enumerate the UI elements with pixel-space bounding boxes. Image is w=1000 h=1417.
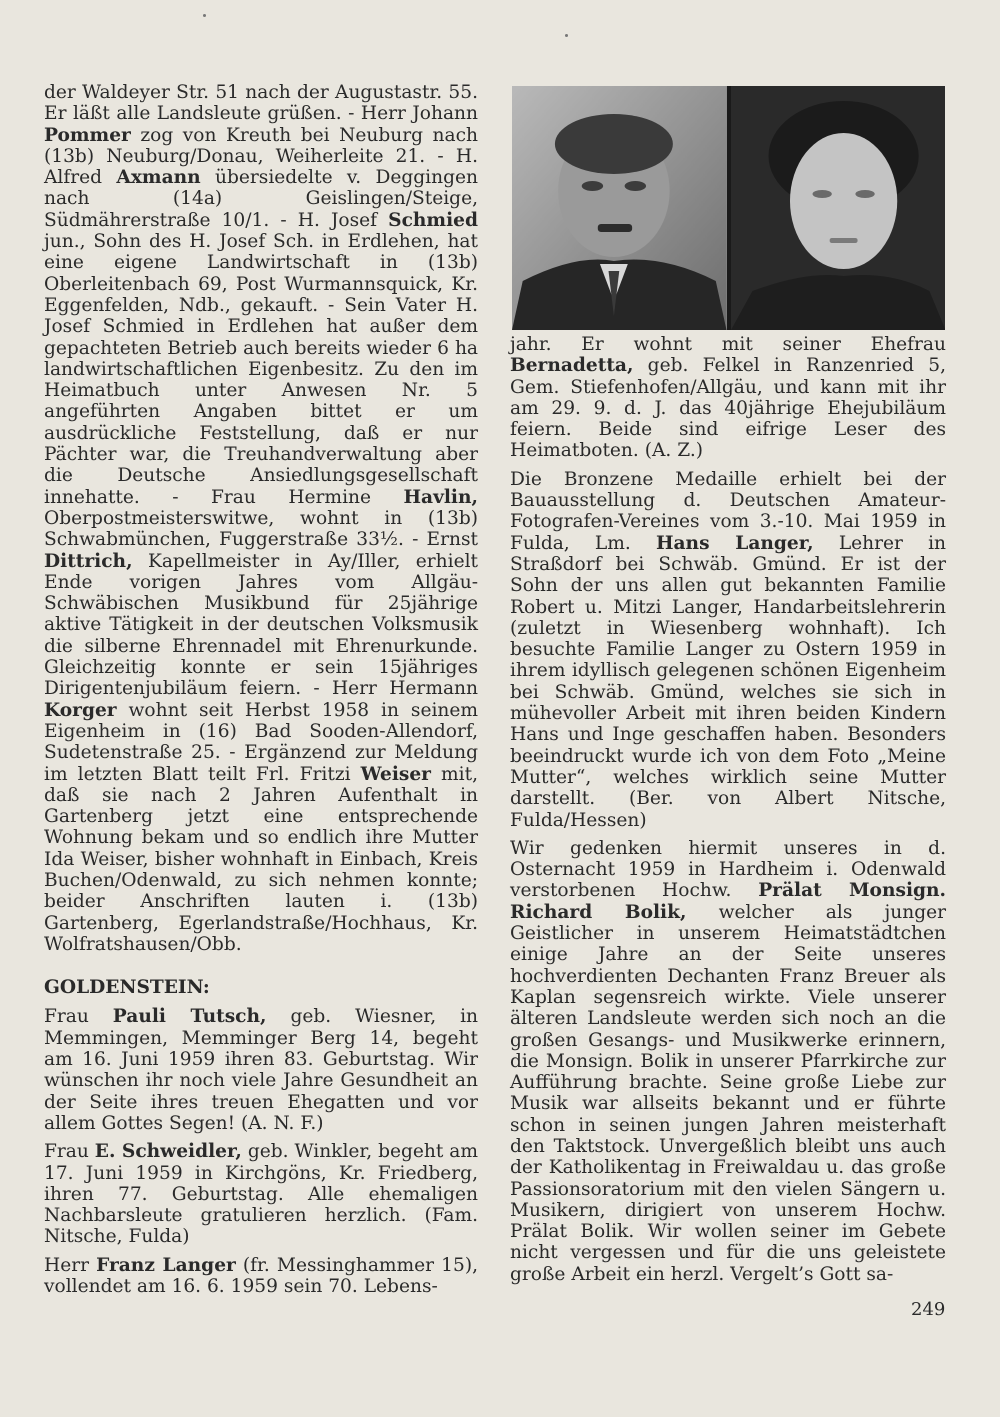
name-highlight: Axmann	[116, 167, 201, 189]
text-run: Oberpostmeisterswitwe, wohnt in (13b) Schwabmünchen, Fuggerstraße 33½. - Ernst	[44, 507, 478, 551]
text-run: übersiedelte v. Deggingen nach (14a) Geislingen/Steige, Südmährerstraße 10/1. - H. Josef	[44, 167, 478, 231]
text-run: wohnt seit Herbst 1958 in seinem Eigenheim in (16) Bad Sooden-Allendorf, Sudetenstraße 25. - Ergänzend zur Meldung im letzten Blatt teilt Frl. Fritzi	[44, 699, 478, 785]
name-highlight: E. Schweidler,	[94, 1141, 242, 1163]
name-highlight: Dittrich,	[44, 550, 133, 572]
paragraph-relocations	[44, 82, 478, 955]
text-run: geb. Wiesner, in Memmingen, Memminger Berg 14, begeht am 16. Juni 1959 ihren 83. Geburtstag. Wir wünschen ihr noch viele Jahre Gesundheit an der Seite ihres treuen Ehegatten und vor allem Gottes Segen! (A. N. F.)	[44, 1006, 478, 1134]
portrait-photos	[512, 86, 945, 330]
text-run: jahr. Er wohnt mit seiner Ehefrau	[510, 334, 946, 355]
text-run: jun., Sohn des H. Josef Sch. in Erdlehen, hat eine eigene Landwirtschaft in (13b) Oberleitenbach 69, Post Wurmannsquick, Kr. Eggenfelden, Ndb., gekauft. - Sein Vater H. Josef Schmied in Erdlehen hat außer dem gepachteten Betrieb auch bereits wieder 6 ha landwirtschaftlichen Eigenbesitz. Zu den im Heimatbuch unter Anwesen Nr. 5 angeführten Angaben bittet er um ausdrückliche Feststellung, daß er nur Pächter war, die Treuhandverwaltung aber die Deutsche Ansiedlungsgesellschaft innehatte. - Frau Hermine	[44, 231, 478, 508]
paragraph-franz-langer	[44, 1255, 478, 1298]
name-highlight: Pommer	[44, 124, 131, 146]
text-run: Die Bronzene Medaille erhielt bei der Bauausstellung d. Deutschen Amateur-Fotografen-Vereines vom 3.-10. Mai 1959 in Fulda, Lm.	[510, 468, 946, 554]
text-run: geb. Felkel in Ranzenried 5, Gem. Stiefenhofen/Allgäu, und kann mit ihr am 29. 9. d. J. das 40jährige Ehejubiläum feiern. Beide sind eifrige Leser des Heimatboten. (A. Z.)	[510, 355, 946, 462]
text-run: Herr	[44, 1254, 97, 1276]
name-highlight: Korger	[44, 699, 117, 721]
text-run: mit, daß sie nach 2 Jahren Aufenthalt in Gartenberg jetzt eine entsprechende Wohnung bekam und so endlich ihre Mutter Ida Weiser, bisher wohnhaft in Einbach, Kreis Buchen/Odenwald, zu sich nehmen konnte; beider Anschriften lauten i. (13b) Gartenberg, Egerlandstraße/Hochhaus, Kr. Wolfratshausen/Obb.	[44, 763, 478, 955]
paragraph-obituary-bolik	[510, 838, 946, 1285]
speck	[565, 34, 568, 37]
text-run: Lehrer in Straßdorf bei Schwäb. Gmünd. Er ist der Sohn der uns allen gut bekannten Familie Robert u. Mitzi Langer, Handarbeitslehrerin (zuletzt in Wiesenberg wohnhaft). Ich besuchte Familie Langer zu Ostern 1959 in ihrem idyllisch gelegenen schönen Eigenheim bei Schwäb. Gmünd, welches sie sich in mühevoller Arbeit mit ihren beiden Kindern Hans und Inge geschaffen haben. Besonders beeindruckt wurde ich von dem Foto „Meine Mutter“, welches wirklich seine Mutter darstellt. (Ber. von Albert Nitsche, Fulda/Hessen)	[510, 532, 946, 831]
name-highlight: Bernadetta,	[510, 355, 634, 377]
left-column	[44, 82, 478, 1297]
name-highlight: Hans Langer,	[655, 532, 814, 554]
text-run: (fr. Messinghammer 15), vollendet am 16. 6. 1959 sein 70. Lebens-	[44, 1254, 478, 1298]
portrait-man-photo	[512, 86, 727, 330]
name-highlight: Pauli Tutsch,	[112, 1006, 267, 1028]
text-run: geb. Winkler, begeht am 17. Juni 1959 in Kirchgöns, Kr. Friedberg, ihren 77. Geburtstag. Alle ehemaligen Nachbarsleute gratulieren herzlich. (Fam. Nitsche, Fulda)	[44, 1141, 478, 1248]
text-run: Frau	[44, 1141, 95, 1163]
right-column	[510, 334, 946, 1285]
text-run: zog von Kreuth bei Neuburg nach (13b) Neuburg/Donau, Weiherleite 21. - H. Alfred	[44, 124, 478, 189]
speck	[203, 14, 206, 17]
name-highlight: Weiser	[360, 763, 431, 785]
name-highlight: Prälat Monsign. Richard Bolik,	[510, 880, 947, 923]
text-run: Wir gedenken hiermit unseres in d. Osternacht 1959 in Hardheim i. Odenwald verstorbenen Hochw.	[510, 837, 946, 902]
text-run: Frau	[44, 1006, 113, 1028]
text-run: der Waldeyer Str. 51 nach der Augustastr. 55. Er läßt alle Landsleute grüßen. - Herr Johann	[44, 82, 478, 125]
paragraph-bronze-medal	[510, 469, 946, 831]
text-run: Kapellmeister in Ay/Iller, erhielt Ende vorigen Jahres vom Allgäu-Schwäbischen Musikbund für 25jährige aktive Tätigkeit in der deutschen Volksmusik die silberne Ehrennadel mit Ehrenurkunde. Gleichzeitig konnte er sein 15jähriges Dirigentenjubiläum feiern. - Herr Hermann	[44, 550, 478, 700]
paragraph-schweidler	[44, 1141, 478, 1247]
section-heading-goldenstein: GOLDENSTEIN:	[44, 977, 210, 999]
text-run: welcher als junger Geistlicher in unserem Heimatstädtchen einige Jahre an der Seite unseres hochverdienten Dechanten Franz Breuer als Kaplan segensreich wirkte. Viele unserer älteren Landsleute werden sich noch an die großen Gesangs- und Musikwerke erinnern, die Monsign. Bolik in unserer Pfarrkirche zur Aufführung brachte. Seine große Liebe zur Musik war allseits bekannt und er führte schon in seinen jungen Jahren meisterhaft den Taktstock. Unvergeßlich bleibt uns auch der Katholikentag in Freiwaldau u. das große Passionsoratorium mit den vielen Sängern u. Musikern, dirigiert von unserem Hochw. Prälat Bolik. Wir wollen seiner im Gebete nicht vergessen und für die uns geleistete große Arbeit ein herzl. Vergelt’s Gott sa-	[510, 901, 946, 1285]
page-number: 249	[911, 1299, 946, 1320]
paragraph-anniversary	[510, 334, 946, 462]
name-highlight: Franz Langer	[96, 1254, 236, 1276]
name-highlight: Schmied	[388, 209, 478, 231]
portrait-woman-photo	[731, 86, 946, 330]
paragraph-tutsch	[44, 1006, 478, 1134]
name-highlight: Havlin,	[403, 486, 478, 508]
